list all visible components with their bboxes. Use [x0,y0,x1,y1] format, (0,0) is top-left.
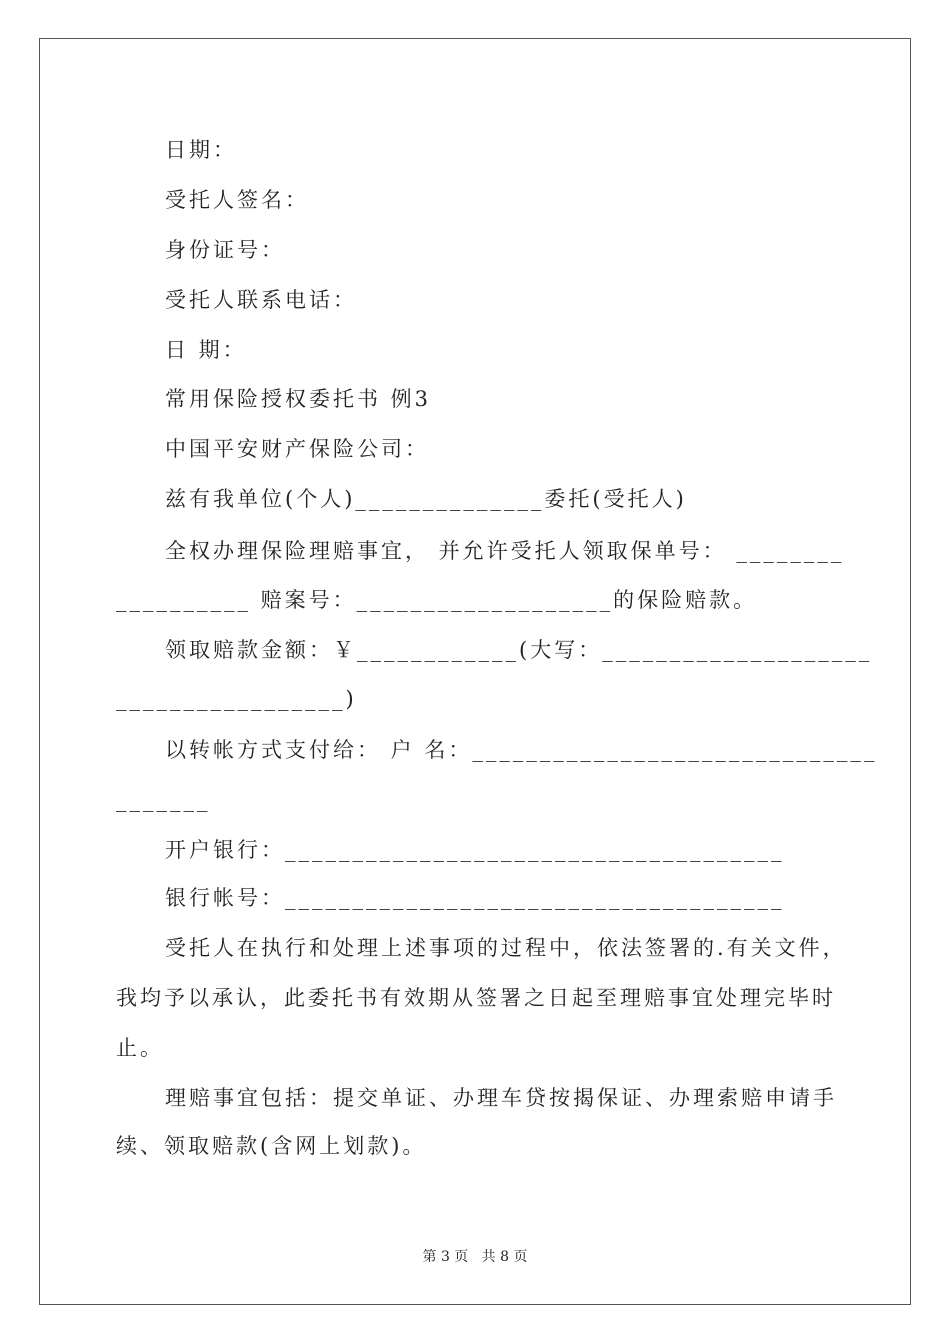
paragraph-line: 理赔事宜包括：提交单证、办理车贷按揭保证、办理索赔申请手 [165,1086,837,1110]
paragraph-line: 我均予以承认，此委托书有效期从签署之日起至理赔事宜处理完毕时 [116,986,836,1010]
paragraph-line: 以转帐方式支付给： 户 名：______________________________ [165,738,878,762]
paragraph-line: 全权办理保险理赔事宜， 并允许受托人领取保单号： ________ [165,539,845,563]
paragraph-line: 兹有我单位(个人)______________委托(受托人) [165,487,687,511]
paragraph-line: 续、领取赔款(含网上划款)。 [116,1134,427,1158]
paragraph-line: 受托人在执行和处理上述事项的过程中，依法签署的.有关文件， [165,936,847,960]
paragraph-line: _______ [116,788,211,812]
page-number: 第 3 页 [422,1249,469,1265]
trustee-phone-label: 受托人联系电话： [165,288,357,312]
paragraph-line: __________ 赔案号：___________________的保险赔款。 [116,588,758,612]
addressee: 中国平安财产保险公司： [165,437,429,461]
page-total: 共 8 页 [481,1249,528,1265]
paragraph-line: _________________) [116,687,357,711]
paragraph-line: 止。 [116,1036,164,1060]
id-number-label: 身份证号： [165,238,285,262]
page-border [39,38,911,1305]
bank-label: 开户银行：_____________________________________ [165,838,785,862]
account-label: 银行帐号：_____________________________________ [165,886,785,910]
page-footer [0,1248,950,1266]
date-label: 日期： [165,138,237,162]
date-label-2: 日 期： [165,338,247,362]
section-title: 常用保险授权委托书 例3 [165,387,432,411]
trustee-signature-label: 受托人签名： [165,188,309,212]
paragraph-line: 领取赔款金额：￥____________(大写：____________________ [165,638,873,662]
